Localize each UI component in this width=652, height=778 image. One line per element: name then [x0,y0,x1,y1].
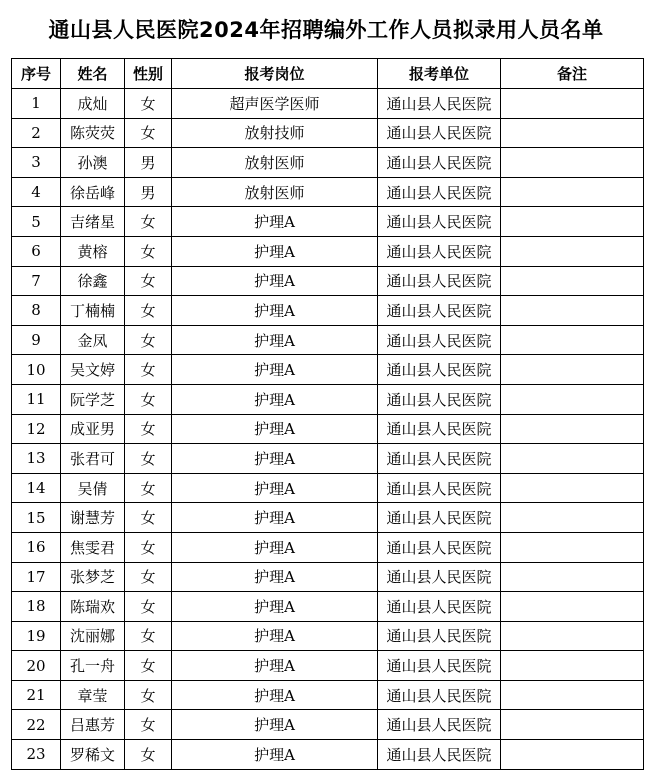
table-row [12,651,644,681]
table-row [12,296,644,326]
cell-position: 护理A [172,414,378,444]
cell-remark [501,148,644,178]
cell-remark [501,680,644,710]
cell-position: 放射技师 [172,118,378,148]
cell-position: 放射医师 [172,177,378,207]
cell-unit: 通山县人民医院 [378,562,501,592]
cell-unit: 通山县人民医院 [378,325,501,355]
cell-no: 4 [12,177,61,207]
table-row [12,89,644,119]
cell-position: 护理A [172,592,378,622]
cell-remark [501,651,644,681]
cell-no: 9 [12,325,61,355]
cell-gender: 女 [125,444,172,474]
cell-name: 吉绪星 [61,207,125,237]
cell-position: 护理A [172,621,378,651]
cell-position: 护理A [172,740,378,770]
table-row [12,710,644,740]
cell-name: 罗稀文 [61,740,125,770]
cell-remark [501,444,644,474]
cell-position: 护理A [172,325,378,355]
cell-remark [501,621,644,651]
cell-unit: 通山县人民医院 [378,503,501,533]
cell-name: 焦雯君 [61,532,125,562]
table-row [12,266,644,296]
cell-no: 19 [12,621,61,651]
column-header-position: 报考岗位 [172,59,378,89]
cell-no: 22 [12,710,61,740]
table-header-row [12,59,644,89]
cell-no: 18 [12,592,61,622]
cell-no: 10 [12,355,61,385]
page-title: 通山县人民医院2024年招聘编外工作人员拟录用人员名单 [48,18,604,42]
cell-no: 20 [12,651,61,681]
cell-remark [501,740,644,770]
column-header-name: 姓名 [61,59,125,89]
cell-position: 护理A [172,266,378,296]
cell-name: 孔一舟 [61,651,125,681]
cell-name: 金凤 [61,325,125,355]
cell-position: 护理A [172,444,378,474]
cell-no: 5 [12,207,61,237]
table-row [12,444,644,474]
roster-table [11,58,644,770]
cell-unit: 通山县人民医院 [378,680,501,710]
table-row [12,177,644,207]
cell-no: 13 [12,444,61,474]
cell-no: 7 [12,266,61,296]
cell-remark [501,592,644,622]
cell-remark [501,325,644,355]
cell-name: 黄榕 [61,236,125,266]
cell-unit: 通山县人民医院 [378,473,501,503]
cell-no: 17 [12,562,61,592]
cell-gender: 女 [125,651,172,681]
cell-name: 章莹 [61,680,125,710]
cell-gender: 女 [125,296,172,326]
cell-gender: 女 [125,355,172,385]
cell-remark [501,236,644,266]
table-row [12,207,644,237]
column-header-gender: 性别 [125,59,172,89]
cell-remark [501,296,644,326]
cell-position: 护理A [172,296,378,326]
cell-gender: 女 [125,207,172,237]
cell-name: 阮学芝 [61,384,125,414]
cell-no: 21 [12,680,61,710]
cell-name: 谢慧芳 [61,503,125,533]
cell-unit: 通山县人民医院 [378,296,501,326]
cell-no: 15 [12,503,61,533]
cell-unit: 通山县人民医院 [378,651,501,681]
table-row [12,355,644,385]
cell-position: 超声医学医师 [172,89,378,119]
cell-unit: 通山县人民医院 [378,532,501,562]
cell-name: 沈丽娜 [61,621,125,651]
cell-position: 护理A [172,710,378,740]
table-row [12,473,644,503]
cell-gender: 女 [125,89,172,119]
cell-no: 14 [12,473,61,503]
column-header-remark: 备注 [501,59,644,89]
cell-remark [501,503,644,533]
table-row [12,384,644,414]
table-row [12,503,644,533]
cell-no: 12 [12,414,61,444]
cell-unit: 通山县人民医院 [378,621,501,651]
cell-position: 护理A [172,473,378,503]
cell-unit: 通山县人民医院 [378,236,501,266]
table-row [12,592,644,622]
table-body [12,89,644,770]
cell-unit: 通山县人民医院 [378,740,501,770]
cell-gender: 女 [125,266,172,296]
column-header-unit: 报考单位 [378,59,501,89]
cell-position: 护理A [172,236,378,266]
table-row [12,740,644,770]
cell-unit: 通山县人民医院 [378,710,501,740]
cell-gender: 女 [125,236,172,266]
cell-name: 成灿 [61,89,125,119]
cell-gender: 女 [125,710,172,740]
cell-gender: 女 [125,592,172,622]
cell-gender: 女 [125,118,172,148]
table-row [12,532,644,562]
cell-unit: 通山县人民医院 [378,384,501,414]
cell-remark [501,89,644,119]
table-row [12,414,644,444]
cell-name: 徐鑫 [61,266,125,296]
cell-position: 放射医师 [172,148,378,178]
cell-position: 护理A [172,562,378,592]
cell-name: 张君可 [61,444,125,474]
cell-unit: 通山县人民医院 [378,89,501,119]
cell-name: 陈瑞欢 [61,592,125,622]
cell-name: 陈荧荧 [61,118,125,148]
cell-no: 1 [12,89,61,119]
cell-position: 护理A [172,680,378,710]
cell-remark [501,355,644,385]
cell-name: 成亚男 [61,414,125,444]
cell-gender: 女 [125,414,172,444]
table-row [12,118,644,148]
cell-unit: 通山县人民医院 [378,266,501,296]
table-row [12,325,644,355]
cell-gender: 女 [125,503,172,533]
cell-no: 8 [12,296,61,326]
cell-remark [501,177,644,207]
cell-remark [501,118,644,148]
cell-unit: 通山县人民医院 [378,148,501,178]
cell-name: 徐岳峰 [61,177,125,207]
cell-gender: 女 [125,740,172,770]
cell-position: 护理A [172,355,378,385]
cell-gender: 女 [125,562,172,592]
cell-no: 16 [12,532,61,562]
cell-gender: 男 [125,148,172,178]
cell-remark [501,473,644,503]
cell-gender: 女 [125,384,172,414]
cell-name: 吴倩 [61,473,125,503]
cell-gender: 女 [125,473,172,503]
cell-no: 23 [12,740,61,770]
cell-name: 吕惠芳 [61,710,125,740]
cell-unit: 通山县人民医院 [378,414,501,444]
cell-position: 护理A [172,207,378,237]
table-row [12,562,644,592]
cell-gender: 女 [125,680,172,710]
cell-unit: 通山县人民医院 [378,207,501,237]
cell-no: 11 [12,384,61,414]
cell-no: 6 [12,236,61,266]
cell-remark [501,266,644,296]
table-row [12,621,644,651]
cell-name: 孙澳 [61,148,125,178]
cell-no: 3 [12,148,61,178]
cell-unit: 通山县人民医院 [378,118,501,148]
cell-gender: 女 [125,532,172,562]
cell-unit: 通山县人民医院 [378,592,501,622]
column-header-no: 序号 [12,59,61,89]
cell-unit: 通山县人民医院 [378,444,501,474]
cell-no: 2 [12,118,61,148]
cell-name: 张梦芝 [61,562,125,592]
cell-gender: 女 [125,621,172,651]
cell-remark [501,532,644,562]
table-row [12,680,644,710]
cell-unit: 通山县人民医院 [378,355,501,385]
cell-remark [501,384,644,414]
table-row [12,236,644,266]
cell-name: 吴文婷 [61,355,125,385]
cell-position: 护理A [172,532,378,562]
cell-remark [501,710,644,740]
cell-remark [501,207,644,237]
cell-remark [501,562,644,592]
cell-gender: 男 [125,177,172,207]
cell-gender: 女 [125,325,172,355]
cell-position: 护理A [172,651,378,681]
cell-name: 丁楠楠 [61,296,125,326]
cell-position: 护理A [172,384,378,414]
table-row [12,148,644,178]
cell-remark [501,414,644,444]
cell-position: 护理A [172,503,378,533]
cell-unit: 通山县人民医院 [378,177,501,207]
